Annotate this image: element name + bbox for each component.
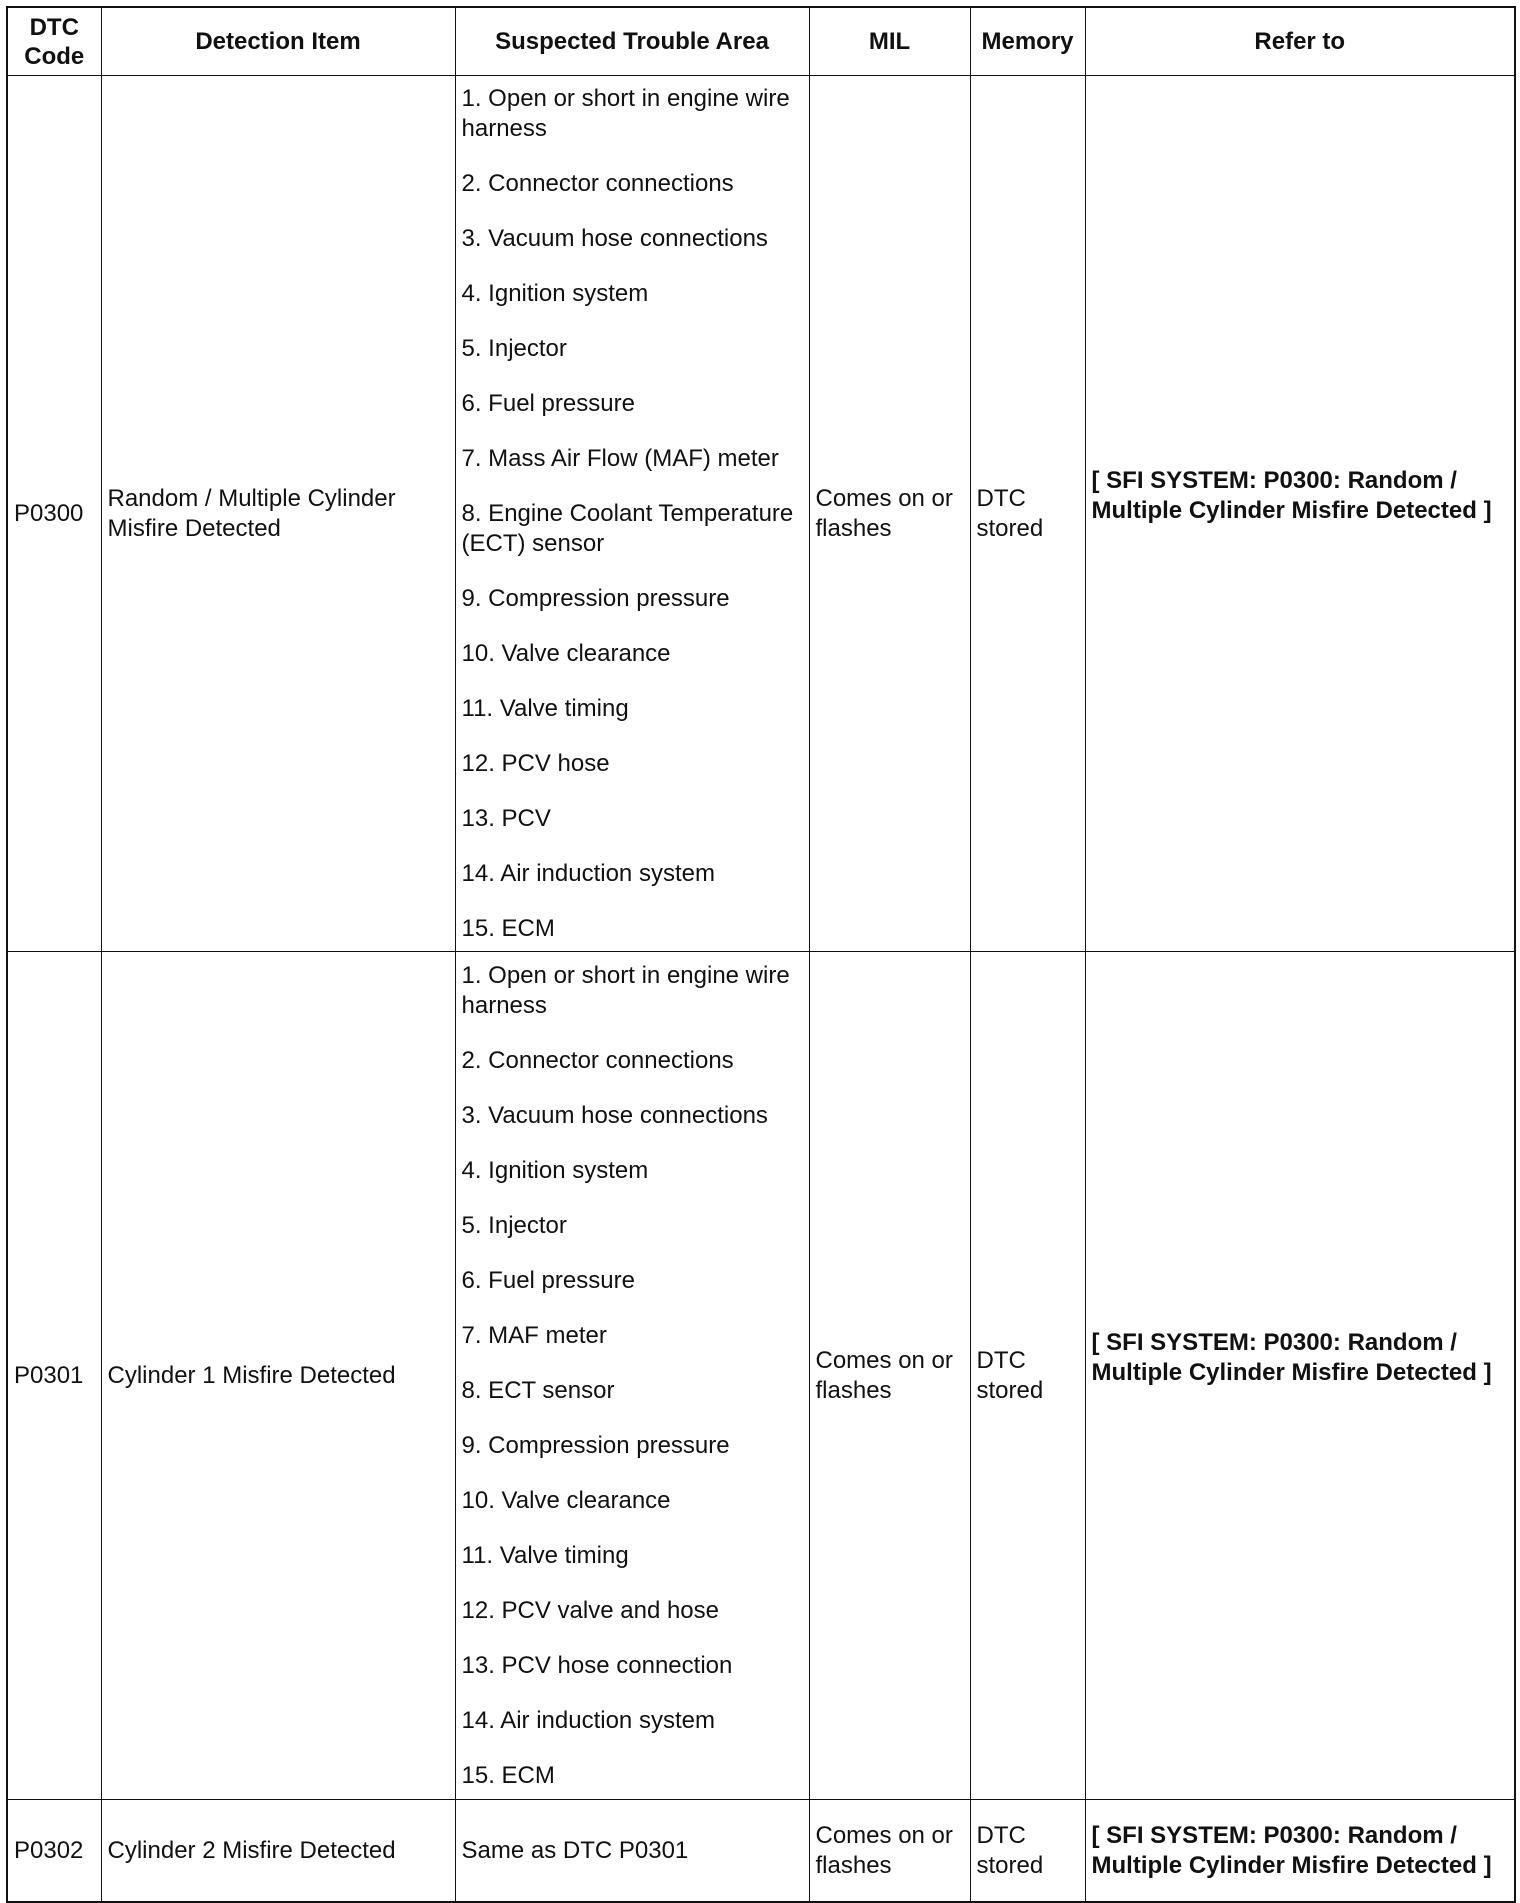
trouble-area-item: 9. Compression pressure [461, 584, 730, 612]
trouble-area-item: 1. Open or short in engine wire harness [461, 84, 790, 142]
memory-cell: DTC stored [970, 1800, 1085, 1903]
header-suspected-trouble-area: Suspected Trouble Area [455, 7, 809, 76]
trouble-area-item: 9. Compression pressure [461, 1431, 730, 1459]
refer-to-link[interactable]: [ SFI SYSTEM: P0300: Random / Multiple Cylinder Misfire Detected ] [1091, 1328, 1492, 1386]
refer-to-cell [1085, 76, 1515, 952]
trouble-area-item: 3. Vacuum hose connections [461, 1101, 768, 1129]
suspected-trouble-area-cell [455, 952, 809, 1800]
table-row [7, 952, 1515, 1800]
mil-cell: Comes on or flashes [809, 76, 970, 952]
trouble-area-item: 12. PCV hose [461, 749, 610, 777]
trouble-area-item: 7. Mass Air Flow (MAF) meter [461, 444, 779, 472]
header-refer-to: Refer to [1085, 7, 1515, 76]
header-mil: MIL [809, 7, 970, 76]
trouble-area-item: 10. Valve clearance [461, 639, 671, 667]
refer-to-link[interactable]: [ SFI SYSTEM: P0300: Random / Multiple Cylinder Misfire Detected ] [1091, 466, 1492, 524]
trouble-area-item: 8. ECT sensor [461, 1376, 615, 1404]
header-dtc-code-line-1: DTC [29, 13, 79, 41]
table-row [7, 1800, 1515, 1903]
trouble-area-item: 10. Valve clearance [461, 1486, 671, 1514]
trouble-area-item: 6. Fuel pressure [461, 389, 635, 417]
trouble-area-item: 15. ECM [461, 914, 555, 942]
trouble-area-item: 5. Injector [461, 334, 567, 362]
dtc-code-cell: P0302 [7, 1800, 101, 1903]
trouble-area-item: 15. ECM [461, 1761, 555, 1789]
header-dtc-code-line-2: Code [24, 42, 85, 70]
trouble-area-item: 13. PCV [461, 804, 551, 832]
refer-to-cell [1085, 1800, 1515, 1903]
trouble-area-item: 14. Air induction system [461, 1706, 715, 1734]
trouble-area-item: 4. Ignition system [461, 279, 649, 307]
trouble-area-item: 4. Ignition system [461, 1156, 649, 1184]
dtc-code-cell: P0301 [7, 952, 101, 1800]
suspected-trouble-area-cell [455, 76, 809, 952]
refer-to-cell [1085, 952, 1515, 1800]
trouble-area-item: 12. PCV valve and hose [461, 1596, 719, 1624]
trouble-area-item: 2. Connector connections [461, 1046, 734, 1074]
trouble-area-item: 13. PCV hose connection [461, 1651, 733, 1679]
memory-cell: DTC stored [970, 76, 1085, 952]
trouble-area-item: 11. Valve timing [461, 1541, 629, 1569]
memory-cell: DTC stored [970, 952, 1085, 1800]
dtc-table [6, 6, 1516, 1903]
table-row [7, 76, 1515, 952]
mil-cell: Comes on or flashes [809, 952, 970, 1800]
trouble-area-list [462, 961, 801, 1791]
trouble-area-item: 11. Valve timing [461, 694, 629, 722]
trouble-area-item: 1. Open or short in engine wire harness [461, 961, 790, 1019]
header-memory: Memory [970, 7, 1085, 76]
suspected-trouble-area-cell: Same as DTC P0301 [455, 1800, 809, 1903]
header-dtc-code [7, 7, 101, 76]
trouble-area-item: 6. Fuel pressure [461, 1266, 635, 1294]
detection-item-cell: Cylinder 2 Misfire Detected [101, 1800, 455, 1903]
header-detection-item: Detection Item [101, 7, 455, 76]
trouble-area-item: 7. MAF meter [461, 1321, 607, 1349]
trouble-area-item: 3. Vacuum hose connections [461, 224, 768, 252]
dtc-code-cell: P0300 [7, 76, 101, 952]
trouble-area-item: 8. Engine Coolant Temperature (ECT) sensor [461, 499, 794, 557]
trouble-area-list [462, 84, 801, 944]
detection-item-cell: Random / Multiple Cylinder Misfire Detected [101, 76, 455, 952]
trouble-area-item: 2. Connector connections [461, 169, 734, 197]
mil-cell: Comes on or flashes [809, 1800, 970, 1903]
detection-item-cell: Cylinder 1 Misfire Detected [101, 952, 455, 1800]
table-header-row [7, 7, 1515, 76]
refer-to-link[interactable]: [ SFI SYSTEM: P0300: Random / Multiple Cylinder Misfire Detected ] [1091, 1821, 1492, 1879]
trouble-area-item: 5. Injector [461, 1211, 567, 1239]
trouble-area-item: 14. Air induction system [461, 859, 715, 887]
